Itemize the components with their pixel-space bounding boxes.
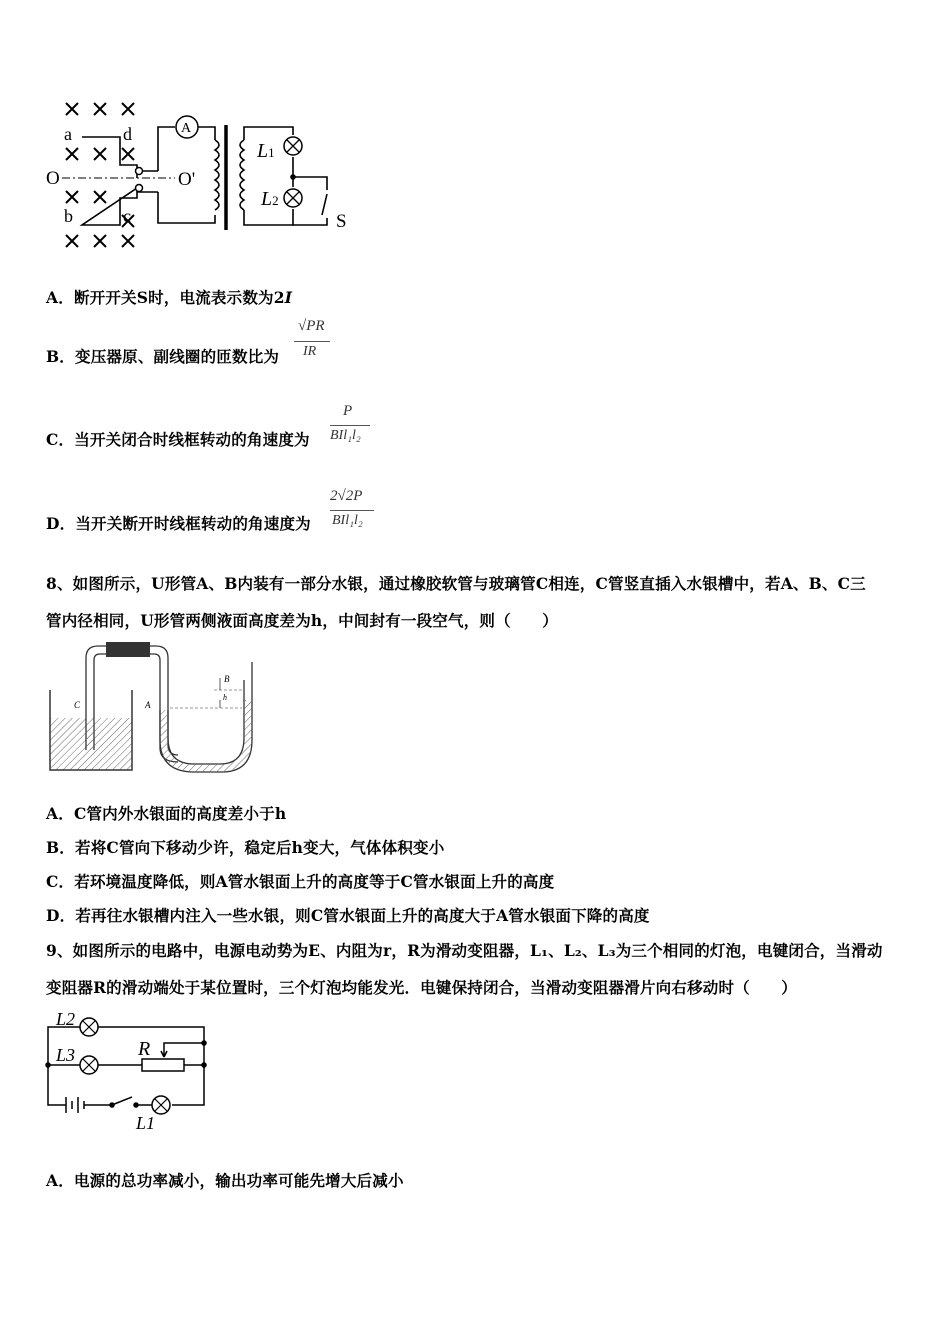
label-h: h	[223, 693, 227, 702]
svg-text:L2	[260, 188, 279, 210]
label-d: d	[123, 124, 132, 144]
q7-option-a: A．断开开关S时，电流表示数为2I	[46, 288, 293, 307]
label-B: B	[224, 674, 230, 684]
lamp2-letter: L	[261, 188, 273, 210]
q9-stem-line1: 9、如图所示的电路中，电源电动势为E、内阻为r，R为滑动变阻器，L₁、L₂、L₃为三个相同的灯泡，电键闭合，当滑动	[46, 941, 883, 960]
transformer-figure	[40, 95, 360, 255]
label-L1: L1	[136, 1113, 156, 1133]
label-O-prime: O'	[178, 169, 196, 190]
lamp2-sub: 2	[272, 193, 279, 208]
q8-option-b: B．若将C管向下移动少许，稳定后h变大，气体体积变小	[46, 838, 445, 857]
label-L3: L3	[56, 1045, 76, 1065]
label-L2: L2	[56, 1009, 76, 1029]
label-C: C	[74, 700, 81, 710]
circuit-figure	[44, 1005, 219, 1135]
label-a: a	[64, 124, 72, 144]
label-O: O	[46, 168, 60, 189]
q7-option-b: B．变压器原、副线圈的匝数比为	[46, 347, 280, 366]
q8-option-c: C．若环境温度降低，则A管水银面上升的高度等于C管水银面上升的高度	[46, 872, 555, 891]
label-A: A	[145, 700, 151, 710]
rheostat	[142, 1059, 184, 1071]
q8-stem-line1: 8、如图所示，U形管A、B内装有一部分水银，通过橡胶软管与玻璃管C相连，C管竖直插入水银槽中，若A、B、C三	[46, 574, 866, 593]
lamp1-letter: L	[257, 140, 269, 162]
q8-option-a: A．C管内外水银面的高度差小于h	[46, 804, 287, 823]
q9-stem-line2: 变阻器R的滑动端处于某位置时，三个灯泡均能发光．电键保持闭合，当滑动变阻器滑片向右移动时（ ）	[46, 978, 797, 997]
q8-option-d: D．若再往水银槽内注入一些水银，则C管水银面上升的高度大于A管水银面下降的高度	[46, 906, 650, 925]
u-tube-figure	[44, 640, 259, 775]
label-c: c	[123, 206, 131, 226]
q7-option-d: D．当开关断开时线框转动的角速度为	[46, 514, 311, 533]
q8-stem-line2: 管内径相同，U形管两侧液面高度差为h，中间封有一段空气，则（ ）	[46, 611, 558, 630]
q9-option-a: A．电源的总功率减小，输出功率可能先增大后减小	[46, 1171, 404, 1190]
label-b: b	[64, 206, 73, 226]
lamp1-sub: 1	[268, 145, 275, 160]
label-R: R	[138, 1038, 151, 1060]
ammeter-label: A	[181, 121, 192, 136]
svg-text:L1	[256, 140, 275, 162]
switch-label: S	[336, 211, 347, 232]
q7-option-c: C．当开关闭合时线框转动的角速度为	[46, 430, 310, 449]
